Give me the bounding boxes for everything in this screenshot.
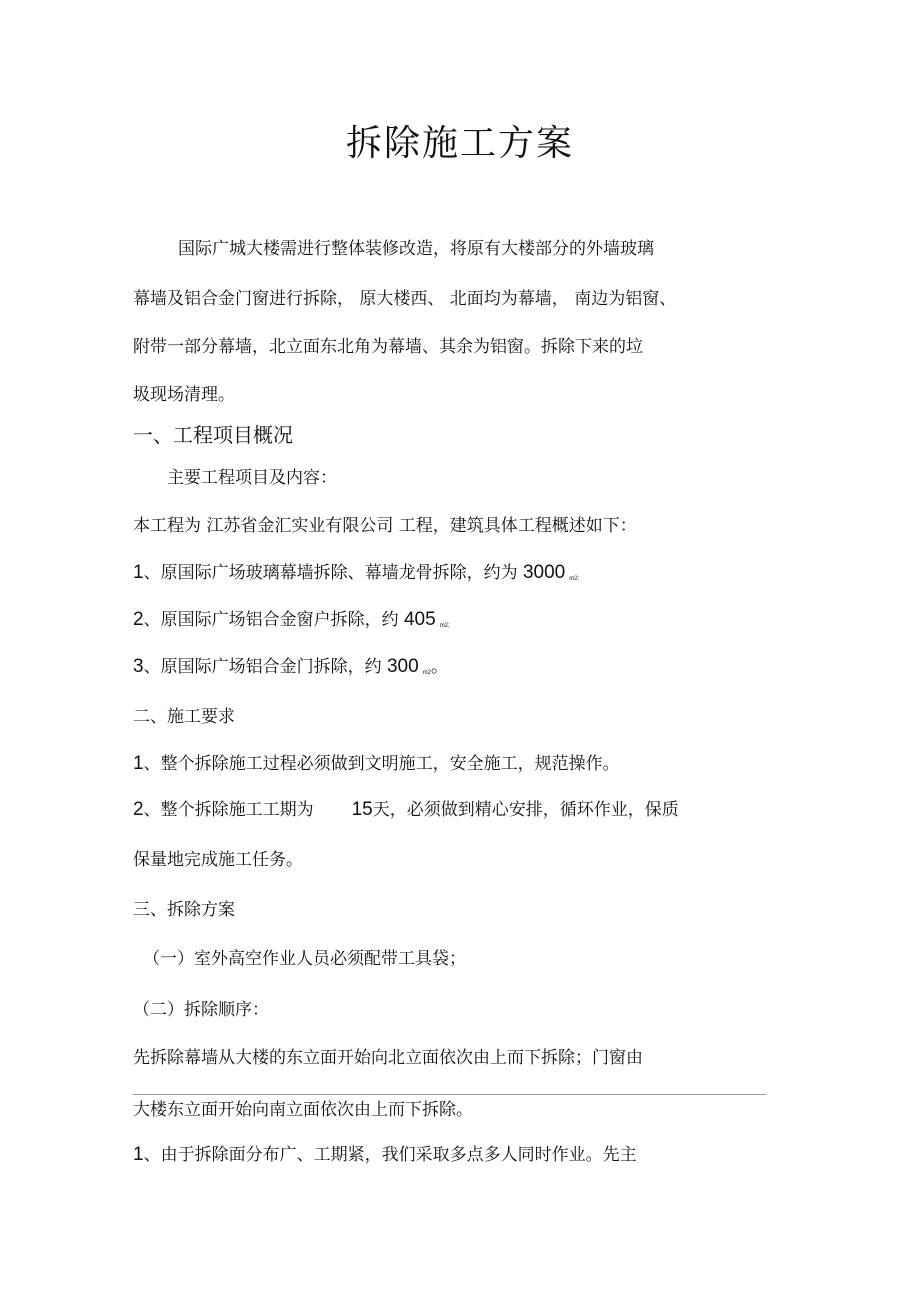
item-number: 1 bbox=[133, 562, 144, 583]
requirement-2-continued: 保量地完成施工任务。 bbox=[133, 850, 303, 870]
requirement-2 bbox=[133, 798, 679, 822]
item-number: 1 bbox=[133, 753, 144, 774]
section1-subheading: 主要工程项目及内容： bbox=[167, 468, 337, 488]
item-text: 、由于拆除面分布广、工期紧，我们采取多点多人同时作业。先主 bbox=[143, 1145, 637, 1165]
item-curtain-wall bbox=[133, 561, 579, 591]
plan-sub-2: （二）拆除顺序： bbox=[133, 1000, 269, 1020]
item-text: 、原国际广场铝合金窗户拆除，约 bbox=[143, 610, 404, 630]
item-text: 、整个拆除施工过程必须做到文明施工，安全施工，规范操作。 bbox=[143, 754, 620, 774]
item-quantity: 300 bbox=[386, 656, 419, 677]
intro-line-4: 圾现场清理。 bbox=[133, 385, 235, 405]
item-unit: m2 bbox=[422, 670, 432, 676]
demolition-order-line-2: 大楼东立面开始向南立面依次由上而下拆除。 bbox=[133, 1100, 473, 1120]
item-quantity: 405 bbox=[403, 609, 436, 630]
item-number: 1 bbox=[133, 1144, 144, 1165]
section3-heading: 三、拆除方案 bbox=[133, 900, 235, 920]
item-end: 。 bbox=[431, 657, 449, 677]
demolition-order-line-1: 先拆除幕墙从大楼的东立面开始向北立面依次由上而下拆除；门窗由 bbox=[133, 1048, 643, 1068]
intro-line-3: 附带一部分幕墙，北立面东北角为幕墙、其余为铝窗。拆除下来的垃 bbox=[133, 337, 643, 357]
item-text: 、原国际广场玻璃幕墙拆除、幕墙龙骨拆除，约为 bbox=[143, 563, 523, 583]
requirement-1 bbox=[133, 752, 620, 776]
item-number: 2 bbox=[133, 799, 144, 820]
page-title: 拆除施工方案 bbox=[345, 123, 574, 164]
item-quantity: 3000 bbox=[522, 562, 566, 583]
construction-days: 15 bbox=[351, 799, 373, 820]
project-overview: 本工程为 江苏省金汇实业有限公司 工程，建筑具体工程概述如下： bbox=[133, 516, 637, 536]
intro-line-2: 幕墙及铝合金门窗进行拆除， 原大楼西、 北面均为幕墙， 南边为铝窗、 bbox=[133, 289, 677, 309]
divider-line bbox=[133, 1094, 766, 1095]
section2-heading: 二、施工要求 bbox=[133, 707, 235, 727]
item-number: 2 bbox=[133, 609, 144, 630]
section1-heading: 一、工程项目概况 bbox=[133, 423, 293, 447]
item-text: 天，必须做到精心安排，循环作业，保质 bbox=[372, 800, 679, 820]
item-number: 3 bbox=[133, 656, 144, 677]
item-aluminum-doors bbox=[133, 655, 448, 685]
item-text: 、整个拆除施工工期为 bbox=[143, 800, 314, 820]
item-unit: m2; bbox=[439, 623, 450, 629]
item-unit: m2; bbox=[569, 576, 580, 582]
item-aluminum-windows bbox=[133, 608, 450, 638]
intro-line-1: 国际广城大楼需进行整体装修改造，将原有大楼部分的外墙玻璃 bbox=[178, 239, 654, 259]
plan-sub-1: （一）室外高空作业人员必须配带工具袋； bbox=[143, 949, 466, 969]
plan-item-1 bbox=[133, 1143, 637, 1167]
item-text: 、原国际广场铝合金门拆除，约 bbox=[143, 657, 387, 677]
